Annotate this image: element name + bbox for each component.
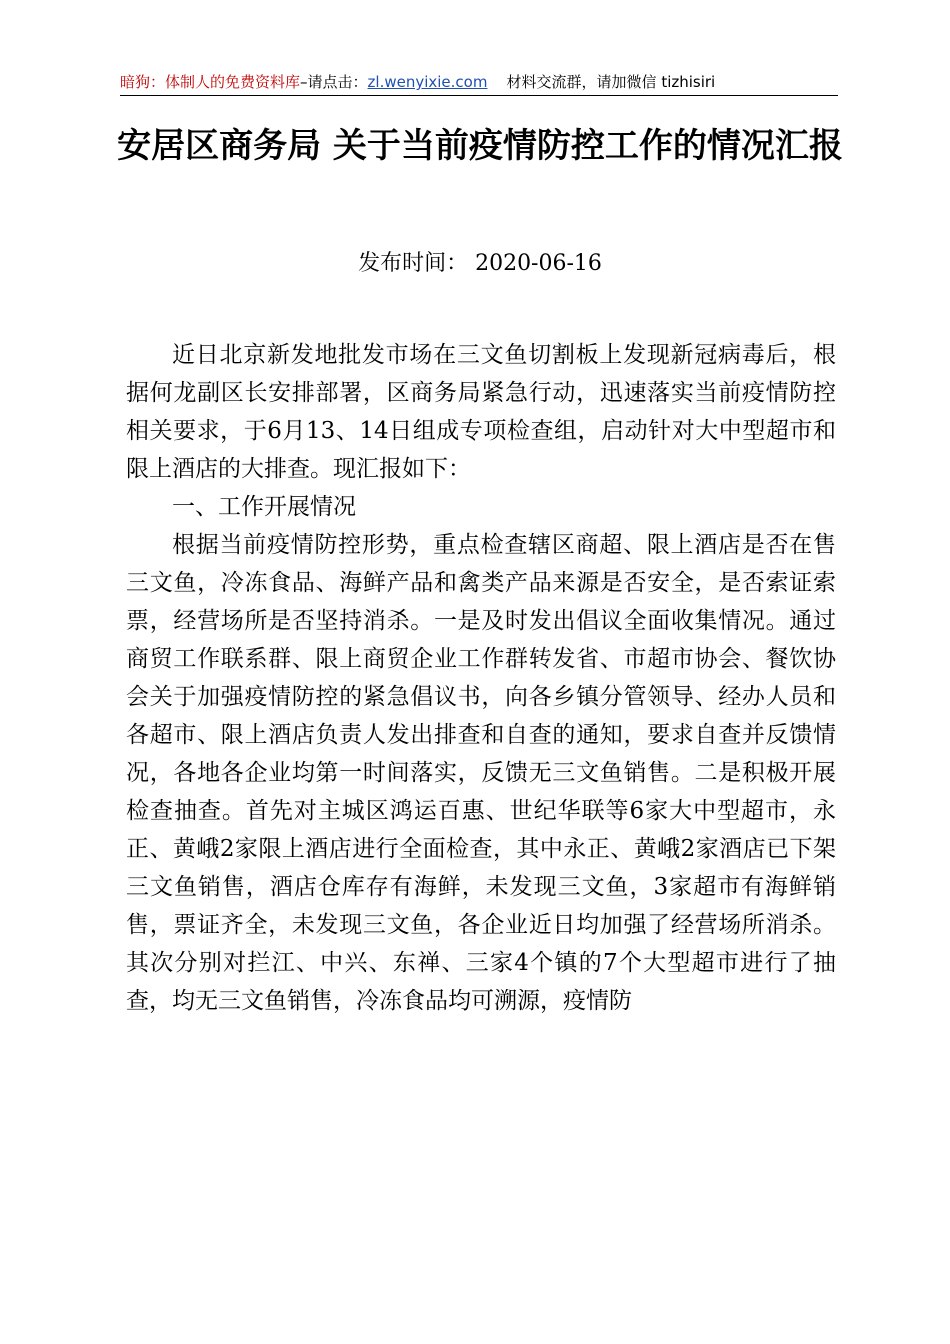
header-divider (120, 95, 838, 96)
publish-date: 发布时间： 2020-06-16 (358, 251, 602, 276)
document-body (126, 336, 836, 1020)
document-title: 安居区商务局 关于当前疫情防控工作的情况汇报 (117, 126, 843, 166)
header-link[interactable]: zl.wenyixie.com (367, 73, 488, 91)
section-heading: 一、工作开展情况 (172, 494, 356, 520)
header-click-prompt: –请点击： (300, 73, 368, 91)
page-header (120, 70, 838, 94)
header-watermark-text: 暗狗：体制人的免费资料库 (120, 73, 301, 91)
header-group-note: 材料交流群，请加微信 tizhisiri (506, 73, 716, 91)
section-paragraph: 根据当前疫情防控形势，重点检查辖区商超、限上酒店是否在售三文鱼，冷冻食品、海鲜产品和禽类产品来源是否安全，是否索证索票，经营场所是否坚持消杀。一是及时发出倡议全面收集情况。通过商贸工作联系群、限上商贸企业工作群转发省、市超市协会、餐饮协会关于加强疫情防控的紧急倡议书，向各乡镇分管领导、经办人员和各超市、限上酒店负责人发出排查和自查的通知，要求自查并反馈情况，各地各企业均第一时间落实，反馈无三文鱼销售。二是积极开展检查抽查。首先对主城区鸿运百惠、世纪华联等6家大中型超市，永正、黄峨2家限上酒店进行全面检查，其中永正、黄峨2家酒店已下架三文鱼销售，酒店仓库存有海鲜，未发现三文鱼，3家超市有海鲜销售，票证齐全，未发现三文鱼，各企业近日均加强了经营场所消杀。其次分别对拦江、中兴、东禅、三家4个镇的7个大型超市进行了抽查，均无三文鱼销售，冷冻食品均可溯源，疫情防 (126, 532, 836, 1014)
intro-paragraph: 近日北京新发地批发市场在三文鱼切割板上发现新冠病毒后，根据何龙副区长安排部署，区商务局紧急行动，迅速落实当前疫情防控相关要求，于6月13、14日组成专项检查组，启动针对大中型超市和限上酒店的大排查。现汇报如下： (126, 342, 836, 482)
